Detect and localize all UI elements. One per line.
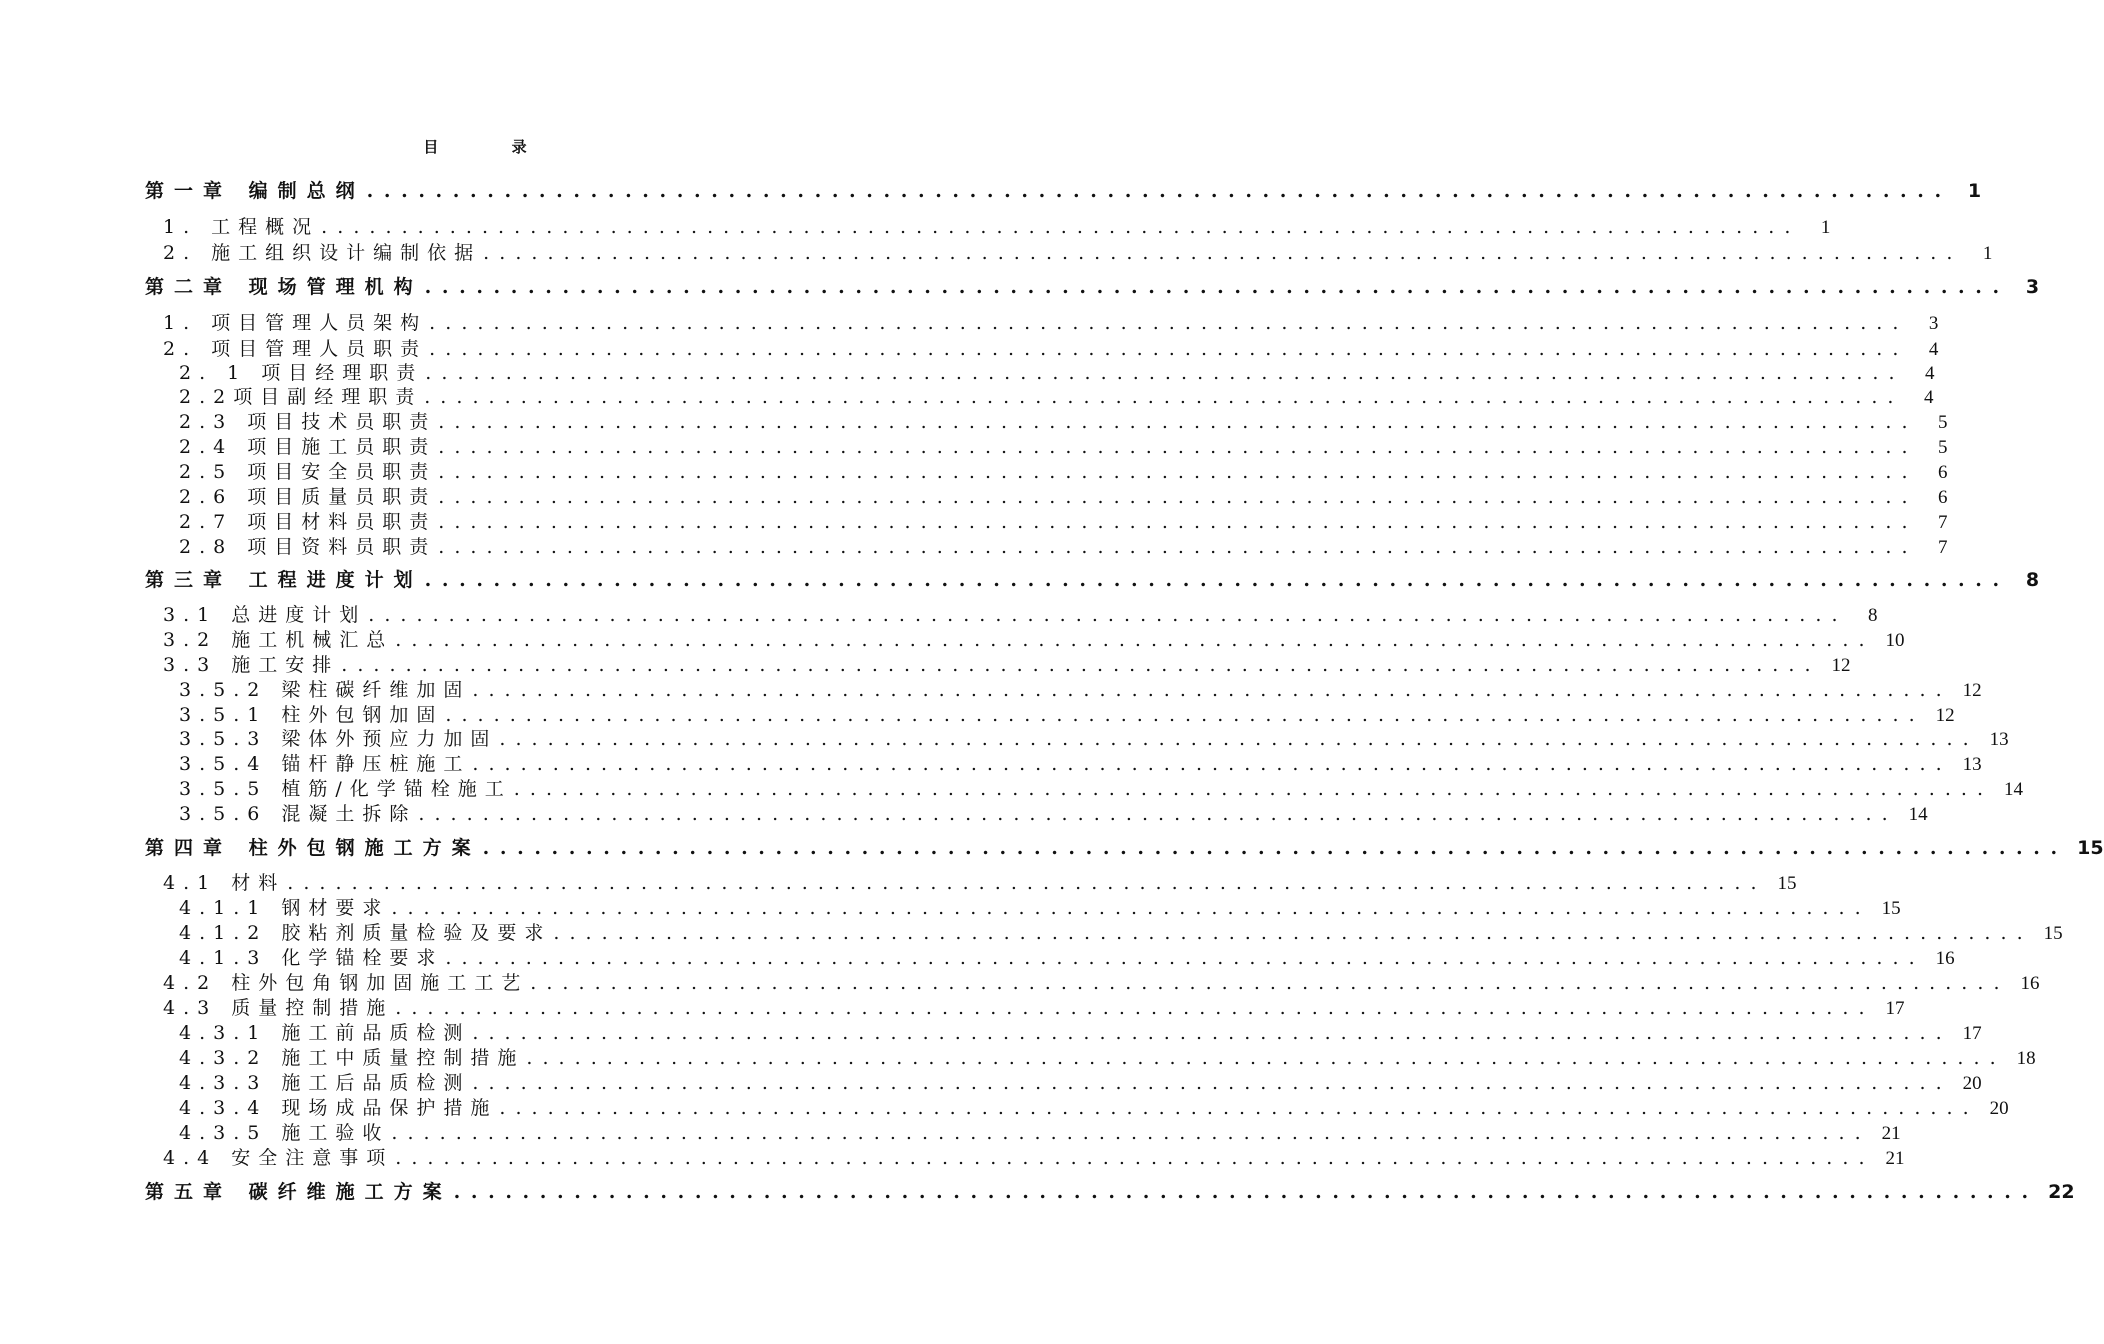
- toc-page-number: 4: [1928, 339, 1939, 360]
- toc-entry-label: 2.7 项目材料员职责: [179, 511, 437, 533]
- dot-leader: . . . . . . . . . . . . . . . . . . . . . . . . . . . . . . . . . . . . . . . . . . . . . . . . . . . . . . . . . . . . . . . . . . . . . . . . . . . . . . . . . . . . . . . . . . . .: [499, 1097, 1971, 1119]
- toc-entry[interactable]: [145, 650, 1851, 676]
- toc-entry[interactable]: [145, 600, 1878, 626]
- toc-chapter-entry[interactable]: [145, 565, 2040, 591]
- toc-entry-label: 4.1.3 化学锚栓要求: [179, 947, 444, 969]
- toc-entry[interactable]: [145, 700, 1955, 726]
- toc-page-number: 22: [2048, 1181, 2075, 1203]
- toc-entry[interactable]: [145, 968, 2040, 994]
- toc-entry-label: 2. 施工组织设计编制依据: [163, 242, 482, 264]
- toc-entry[interactable]: [145, 457, 1948, 483]
- toc-page-number: 5: [1938, 437, 1948, 458]
- toc-entry[interactable]: [145, 893, 1901, 919]
- toc-page-number: 14: [2004, 779, 2024, 800]
- toc-entry-label: 4.3.1 施工前品质检测: [179, 1022, 471, 1044]
- toc-chapter-entry[interactable]: [145, 272, 2040, 298]
- dot-leader: . . . . . . . . . . . . . . . . . . . . . . . . . . . . . . . . . . . . . . . . . . . . . . . . . . . . . . . . . . . . . . . . . . . . . . . . . . . . . . . . . . . . . . . . . . . .: [321, 216, 1793, 238]
- toc-entry-label: 3.5.6 混凝土拆除: [179, 803, 417, 825]
- toc-page-number: 13: [1962, 754, 1982, 775]
- toc-page-number: 15: [2077, 837, 2104, 859]
- toc-entry[interactable]: [145, 993, 1905, 1019]
- toc-entry-label: 第四章 柱外包钢施工方案: [145, 837, 481, 859]
- toc-entry[interactable]: [145, 724, 2009, 750]
- toc-entry-label: 2.2项目副经理职责: [179, 386, 423, 408]
- toc-entry[interactable]: [145, 868, 1797, 894]
- toc-entry-label: 4.3 质量控制措施: [163, 997, 394, 1019]
- toc-entry-label: 4.3.3 施工后品质检测: [179, 1072, 471, 1094]
- dot-leader: . . . . . . . . . . . . . . . . . . . . . . . . . . . . . . . . . . . . . . . . . . . . . . . . . . . . . . . . . . . . . . . . . . . . . . . . . . . . . . . . . . . . . . . . . . . .: [445, 947, 1917, 969]
- toc-entry-label: 3.2 施工机械汇总: [163, 629, 394, 651]
- toc-entry[interactable]: [145, 238, 1993, 264]
- toc-entry[interactable]: [145, 308, 1939, 334]
- toc-entry-label: 4.3.2 施工中质量控制措施: [179, 1047, 525, 1069]
- toc-page-number: 18: [2016, 1048, 2036, 1069]
- toc-page-number: 14: [1908, 804, 1928, 825]
- dot-leader: . . . . . . . . . . . . . . . . . . . . . . . . . . . . . . . . . . . . . . . . . . . . . . . . . . . . . . . . . . . . . . . . . . . . . . . . . . . . . . . . . . . . . . . . . . . .: [438, 461, 1910, 483]
- toc-page-number: 4: [1925, 363, 1935, 384]
- toc-entry[interactable]: [145, 358, 1935, 384]
- toc-entry-label: 2.4 项目施工员职责: [179, 436, 437, 458]
- toc-entry[interactable]: [145, 918, 2063, 944]
- dot-leader: . . . . . . . . . . . . . . . . . . . . . . . . . . . . . . . . . . . . . . . . . . . . . . . . . . . . . . . . . . . . . . . . . . . . . . . . . . . . . . . . . . . . . . . . . . . .: [438, 411, 1910, 433]
- toc-entry-label: 第五章 碳纤维施工方案: [145, 1181, 452, 1203]
- toc-entry-label: 第一章 编制总纲: [145, 180, 365, 202]
- toc-entry[interactable]: [145, 749, 1982, 775]
- toc-title: 目 录: [423, 138, 561, 156]
- toc-entry[interactable]: [145, 382, 1934, 408]
- toc-entry-label: 2.8 项目资料员职责: [179, 536, 437, 558]
- toc-page-number: 1: [1967, 180, 1982, 202]
- toc-page-number: 20: [1962, 1073, 1982, 1094]
- toc-page-number: 15: [1881, 898, 1901, 919]
- toc-entry[interactable]: [145, 482, 1948, 508]
- toc-entry[interactable]: [145, 1118, 1901, 1144]
- toc-page-number: 10: [1885, 630, 1905, 651]
- dot-leader: . . . . . . . . . . . . . . . . . . . . . . . . . . . . . . . . . . . . . . . . . . . . . . . . . . . . . . . . . . . . . . . . . . . . . . . . . . . . . . . . . . . . . . . . . . . .: [472, 1072, 1944, 1094]
- toc-entry[interactable]: [145, 774, 2024, 800]
- dot-leader: . . . . . . . . . . . . . . . . . . . . . . . . . . . . . . . . . . . . . . . . . . . . . . . . . . . . . . . . . . . . . . . . . . . . . . . . . . . . . . . . . . . . . . . . . . . .: [513, 778, 1986, 800]
- dot-leader: . . . . . . . . . . . . . . . . . . . . . . . . . . . . . . . . . . . . . . . . . . . . . . . . . . . . . . . . . . . . . . . . . . . . . . . . . . . . . . . . . . . . . . . . . . . .: [366, 180, 1944, 202]
- toc-page-number: 20: [1989, 1098, 2009, 1119]
- toc-page-number: 12: [1935, 705, 1955, 726]
- toc-entry[interactable]: [145, 407, 1948, 433]
- toc-entry-label: 第三章 工程进度计划: [145, 569, 423, 591]
- toc-entry[interactable]: [145, 1018, 1982, 1044]
- dot-leader: . . . . . . . . . . . . . . . . . . . . . . . . . . . . . . . . . . . . . . . . . . . . . . . . . . . . . . . . . . . . . . . . . . . . . . . . . . . . . . . . . . . . . . . . . . . .: [395, 997, 1867, 1019]
- toc-page-number: 3: [2025, 276, 2040, 298]
- dot-leader: . . . . . . . . . . . . . . . . . . . . . . . . . . . . . . . . . . . . . . . . . . . . . . . . . . . . . . . . . . . . . . . . . . . . . . . . . . . . . . . . . . . . . . . . . . . .: [553, 922, 2025, 944]
- dot-leader: . . . . . . . . . . . . . . . . . . . . . . . . . . . . . . . . . . . . . . . . . . . . . . . . . . . . . . . . . . . . . . . . . . . . . . . . . . . . . . . . . . . . . . . . . . . .: [424, 386, 1896, 408]
- toc-page-number: 6: [1938, 462, 1948, 483]
- dot-leader: . . . . . . . . . . . . . . . . . . . . . . . . . . . . . . . . . . . . . . . . . . . . . . . . . . . . . . . . . . . . . . . . . . . . . . . . . . . . . . . . . . . . . . . . . . . .: [438, 511, 1910, 533]
- toc-page-number: 7: [1938, 512, 1948, 533]
- toc-entry-label: 4.1.2 胶粘剂质量检验及要求: [179, 922, 552, 944]
- dot-leader: . . . . . . . . . . . . . . . . . . . . . . . . . . . . . . . . . . . . . . . . . . . . . . . . . . . . . . . . . . . . . . . . . . . . . . . . . . . . . . . . . . . . . . . . . . . .: [391, 1122, 1863, 1144]
- dot-leader: . . . . . . . . . . . . . . . . . . . . . . . . . . . . . . . . . . . . . . . . . . . . . . . . . . . . . . . . . . . . . . . . . . . . . . . . . . . . . . . . . . . . . . . . . . . .: [425, 362, 1897, 384]
- dot-leader: . . . . . . . . . . . . . . . . . . . . . . . . . . . . . . . . . . . . . . . . . . . . . . . . . . . . . . . . . . . . . . . . . . . . . . . . . . . . . . . . . . . . . . . . . . . .: [418, 803, 1890, 825]
- toc-entry-label: 4.1 材料: [163, 872, 286, 894]
- toc-page-number: 4: [1923, 387, 1934, 408]
- toc-page-number: 6: [1938, 487, 1948, 508]
- toc-entry-label: 4.3.5 施工验收: [179, 1122, 390, 1144]
- toc-page-number: 7: [1938, 537, 1948, 558]
- toc-page-number: 1: [1820, 217, 1831, 238]
- toc-entry-label: 4.3.4 现场成品保护措施: [179, 1097, 498, 1119]
- toc-entry[interactable]: [145, 532, 1948, 558]
- toc-entry[interactable]: [145, 1143, 1905, 1169]
- toc-page-number: 21: [1881, 1123, 1901, 1144]
- toc-chapter-entry[interactable]: [145, 1177, 2075, 1203]
- toc-entry-label: 1. 工程概况: [163, 216, 320, 238]
- toc-entry[interactable]: [145, 799, 1928, 825]
- toc-page-number: 16: [1935, 948, 1955, 969]
- dot-leader: . . . . . . . . . . . . . . . . . . . . . . . . . . . . . . . . . . . . . . . . . . . . . . . . . . . . . . . . . . . . . . . . . . . . . . . . . . . . . . . . . . . . . . . . . . . .: [530, 972, 2002, 994]
- toc-page-number: 17: [1885, 998, 1905, 1019]
- toc-entry[interactable]: [145, 1068, 1982, 1094]
- toc-entry[interactable]: [145, 625, 1905, 651]
- toc-entry-label: 2.3 项目技术员职责: [179, 411, 437, 433]
- toc-entry-label: 3.5.5 植筋/化学锚栓施工: [179, 778, 512, 800]
- toc-entry-label: 3.5.1 柱外包钢加固: [179, 704, 444, 726]
- toc-entry-label: 2. 1 项目经理职责: [179, 362, 424, 384]
- dot-leader: . . . . . . . . . . . . . . . . . . . . . . . . . . . . . . . . . . . . . . . . . . . . . . . . . . . . . . . . . . . . . . . . . . . . . . . . . . . . . . . . . . . . . . . . . . . .: [429, 312, 1901, 334]
- toc-entry[interactable]: [145, 1093, 2009, 1119]
- toc-entry-label: 4.1.1 钢材要求: [179, 897, 390, 919]
- toc-page-number: 8: [2025, 569, 2040, 591]
- dot-leader: . . . . . . . . . . . . . . . . . . . . . . . . . . . . . . . . . . . . . . . . . . . . . . . . . . . . . . . . . . . . . . . . . . . . . . . . . . . . . . . . . . . . . . . . . . . .: [287, 872, 1759, 894]
- dot-leader: . . . . . . . . . . . . . . . . . . . . . . . . . . . . . . . . . . . . . . . . . . . . . . . . . . . . . . . . . . . . . . . . . . . . . . . . . . . . . . . . . . . . . . . . . . . .: [395, 629, 1867, 651]
- dot-leader: . . . . . . . . . . . . . . . . . . . . . . . . . . . . . . . . . . . . . . . . . . . . . . . . . . . . . . . . . . . . . . . . . . . . . . . . . . . . . . . . . . . . . . . . . . . .: [472, 753, 1944, 775]
- toc-entry-label: 3.1 总进度计划: [163, 604, 367, 626]
- toc-entry[interactable]: [145, 1043, 2036, 1069]
- toc-entry-label: 2.6 项目质量员职责: [179, 486, 437, 508]
- toc-page-number: 17: [1962, 1023, 1982, 1044]
- toc-entry-label: 4.2 柱外包角钢加固施工工艺: [163, 972, 529, 994]
- toc-entry[interactable]: [145, 432, 1948, 458]
- toc-entry-label: 3.5.4 锚杆静压桩施工: [179, 753, 471, 775]
- toc-entry-label: 2.5 项目安全员职责: [179, 461, 437, 483]
- toc-page-number: 15: [1777, 873, 1797, 894]
- dot-leader: . . . . . . . . . . . . . . . . . . . . . . . . . . . . . . . . . . . . . . . . . . . . . . . . . . . . . . . . . . . . . . . . . . . . . . . . . . . . . . . . . . . . . . . . . . . .: [482, 837, 2060, 859]
- toc-page-number: 12: [1831, 655, 1851, 676]
- dot-leader: . . . . . . . . . . . . . . . . . . . . . . . . . . . . . . . . . . . . . . . . . . . . . . . . . . . . . . . . . . . . . . . . . . . . . . . . . . . . . . . . . . . . . . . . . . . .: [341, 654, 1813, 676]
- toc-page-number: 8: [1868, 605, 1878, 626]
- toc-chapter-entry[interactable]: [145, 176, 1982, 202]
- toc-page-number: 15: [2043, 923, 2063, 944]
- dot-leader: . . . . . . . . . . . . . . . . . . . . . . . . . . . . . . . . . . . . . . . . . . . . . . . . . . . . . . . . . . . . . . . . . . . . . . . . . . . . . . . . . . . . . . . . . . . .: [429, 338, 1901, 360]
- dot-leader: . . . . . . . . . . . . . . . . . . . . . . . . . . . . . . . . . . . . . . . . . . . . . . . . . . . . . . . . . . . . . . . . . . . . . . . . . . . . . . . . . . . . . . . . . . . .: [483, 242, 1955, 264]
- toc-page-number: 21: [1885, 1148, 1905, 1169]
- toc-page-number: 1: [1982, 243, 1993, 264]
- toc-entry-label: 2. 项目管理人员职责: [163, 338, 428, 360]
- dot-leader: . . . . . . . . . . . . . . . . . . . . . . . . . . . . . . . . . . . . . . . . . . . . . . . . . . . . . . . . . . . . . . . . . . . . . . . . . . . . . . . . . . . . . . . . . . . .: [453, 1181, 2031, 1203]
- toc-entry[interactable]: [145, 334, 1939, 360]
- toc-page-number: 16: [2020, 973, 2040, 994]
- toc-entry[interactable]: [145, 675, 1982, 701]
- dot-leader: . . . . . . . . . . . . . . . . . . . . . . . . . . . . . . . . . . . . . . . . . . . . . . . . . . . . . . . . . . . . . . . . . . . . . . . . . . . . . . . . . . . . . . . . . . . .: [391, 897, 1863, 919]
- dot-leader: . . . . . . . . . . . . . . . . . . . . . . . . . . . . . . . . . . . . . . . . . . . . . . . . . . . . . . . . . . . . . . . . . . . . . . . . . . . . . . . . . . . . . . . . . . . .: [438, 486, 1910, 508]
- toc-page-number: 12: [1962, 680, 1982, 701]
- toc-entry[interactable]: [145, 943, 1955, 969]
- dot-leader: . . . . . . . . . . . . . . . . . . . . . . . . . . . . . . . . . . . . . . . . . . . . . . . . . . . . . . . . . . . . . . . . . . . . . . . . . . . . . . . . . . . . . . . . . . . .: [368, 604, 1840, 626]
- toc-entry-label: 3.5.3 梁体外预应力加固: [179, 728, 498, 750]
- dot-leader: . . . . . . . . . . . . . . . . . . . . . . . . . . . . . . . . . . . . . . . . . . . . . . . . . . . . . . . . . . . . . . . . . . . . . . . . . . . . . . . . . . . . . . . . . . . .: [424, 276, 2002, 298]
- toc-page-number: 3: [1928, 313, 1939, 334]
- dot-leader: . . . . . . . . . . . . . . . . . . . . . . . . . . . . . . . . . . . . . . . . . . . . . . . . . . . . . . . . . . . . . . . . . . . . . . . . . . . . . . . . . . . . . . . . . . . .: [526, 1047, 1998, 1069]
- dot-leader: . . . . . . . . . . . . . . . . . . . . . . . . . . . . . . . . . . . . . . . . . . . . . . . . . . . . . . . . . . . . . . . . . . . . . . . . . . . . . . . . . . . . . . . . . . . .: [438, 436, 1910, 458]
- toc-entry-label: 3.5.2 梁柱碳纤维加固: [179, 679, 471, 701]
- toc-entry-label: 3.3 施工安排: [163, 654, 340, 676]
- toc-entry-label: 4.4 安全注意事项: [163, 1147, 394, 1169]
- dot-leader: . . . . . . . . . . . . . . . . . . . . . . . . . . . . . . . . . . . . . . . . . . . . . . . . . . . . . . . . . . . . . . . . . . . . . . . . . . . . . . . . . . . . . . . . . . . .: [395, 1147, 1867, 1169]
- dot-leader: . . . . . . . . . . . . . . . . . . . . . . . . . . . . . . . . . . . . . . . . . . . . . . . . . . . . . . . . . . . . . . . . . . . . . . . . . . . . . . . . . . . . . . . . . . . .: [472, 1022, 1944, 1044]
- toc-entry[interactable]: [145, 212, 1831, 238]
- toc-entry[interactable]: [145, 507, 1948, 533]
- dot-leader: . . . . . . . . . . . . . . . . . . . . . . . . . . . . . . . . . . . . . . . . . . . . . . . . . . . . . . . . . . . . . . . . . . . . . . . . . . . . . . . . . . . . . . . . . . . .: [424, 569, 2002, 591]
- toc-page-number: 13: [1989, 729, 2009, 750]
- toc-chapter-entry[interactable]: [145, 833, 2104, 859]
- dot-leader: . . . . . . . . . . . . . . . . . . . . . . . . . . . . . . . . . . . . . . . . . . . . . . . . . . . . . . . . . . . . . . . . . . . . . . . . . . . . . . . . . . . . . . . . . . . .: [445, 704, 1917, 726]
- dot-leader: . . . . . . . . . . . . . . . . . . . . . . . . . . . . . . . . . . . . . . . . . . . . . . . . . . . . . . . . . . . . . . . . . . . . . . . . . . . . . . . . . . . . . . . . . . . .: [472, 679, 1944, 701]
- toc-entry-label: 第二章 现场管理机构: [145, 276, 423, 298]
- toc-page-number: 5: [1938, 412, 1948, 433]
- dot-leader: . . . . . . . . . . . . . . . . . . . . . . . . . . . . . . . . . . . . . . . . . . . . . . . . . . . . . . . . . . . . . . . . . . . . . . . . . . . . . . . . . . . . . . . . . . . .: [438, 536, 1910, 558]
- toc-entry-label: 1. 项目管理人员架构: [163, 312, 428, 334]
- dot-leader: . . . . . . . . . . . . . . . . . . . . . . . . . . . . . . . . . . . . . . . . . . . . . . . . . . . . . . . . . . . . . . . . . . . . . . . . . . . . . . . . . . . . . . . . . . . .: [499, 728, 1971, 750]
